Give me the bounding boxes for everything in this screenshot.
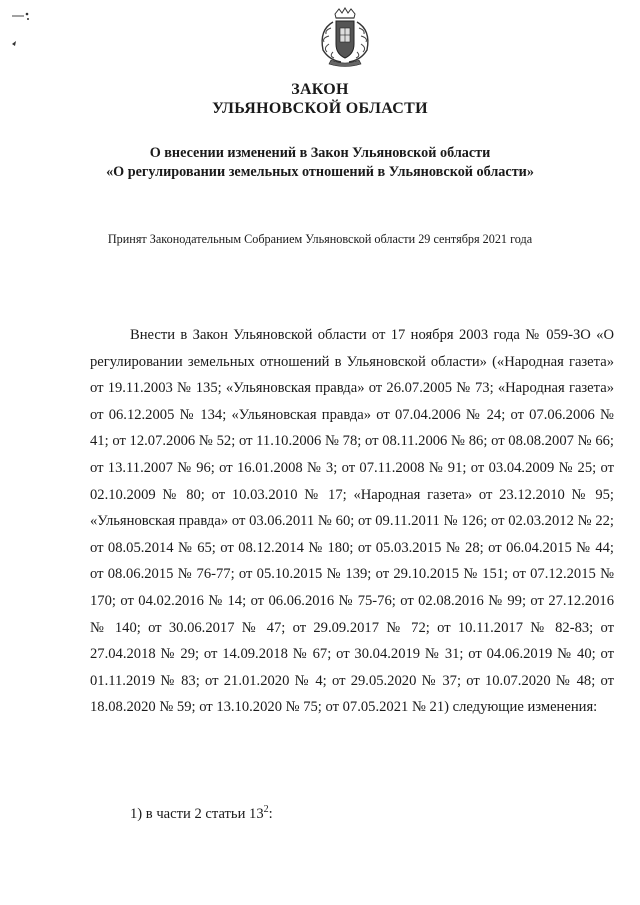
law-subject <box>0 144 640 182</box>
coat-of-arms-icon <box>309 6 381 68</box>
body-paragraph: Внести в Закон Ульяновской области от 17 ноября 2003 года № 059-ЗО «О регулировании земельных отношений в Ульяновской области» («Народная газета» от 19.11.2003 № 135; «Ульяновская правда» от 26.07.2005 № 73; «Народная газета» от 06.12.2005 № 134; «Ульяновская правда» от 07.04.2006 № 24; от 07.06.2006 № 41; от 12.07.2006 № 52; от 11.10.2006 № 78; от 08.11.2006 № 86; от 08.08.2007 № 66; от 13.11.2007 № 96; от 16.01.2008 № 3; от 07.11.2008 № 91; от 03.04.2009 № 25; от 02.10.2009 № 80; от 10.03.2010 № 17; «Народная газета» от 23.12.2010 № 95; «Ульяновская правда» от 03.06.2011 № 60; от 09.11.2011 № 126; от 02.03.2012 № 22; от 08.05.2014 № 65; от 08.12.2014 № 180; от 05.03.2015 № 28; от 06.04.2015 № 44; от 08.06.2015 № 76-77; от 05.10.2015 № 139; от 29.10.2015 № 151; от 07.12.2015 № 170; от 04.02.2016 № 14; от 06.06.2016 № 75-76; от 02.08.2016 № 99; от 27.12.2016 № 140; от 30.06.2017 № 47; от 29.09.2017 № 72; от 10.11.2017 № 82-83; от 27.04.2018 № 29; от 14.09.2018 № 67; от 30.04.2019 № 31; от 04.06.2019 № 40; от 01.11.2019 № 83; от 21.01.2020 № 4; от 29.05.2020 № 37; от 10.07.2020 № 48; от 18.08.2020 № 59; от 13.10.2020 № 75; от 07.05.2021 № 21) следующие изменения: <box>90 327 614 716</box>
law-title <box>0 80 640 118</box>
item-suffix: : <box>268 806 273 822</box>
law-title-line2: УЛЬЯНОВСКОЙ ОБЛАСТИ <box>212 100 428 117</box>
law-subject-line2: «О регулировании земельных отношений в Ульяновской области» <box>106 164 534 180</box>
list-item <box>130 801 273 827</box>
law-subject-line1: О внесении изменений в Закон Ульяновской области <box>149 145 491 161</box>
item-superscript: 2 <box>263 804 269 816</box>
law-title-line1: ЗАКОН <box>291 81 349 98</box>
item-text: 1) в части 2 статьи 13 <box>130 806 264 822</box>
margin-mark-icon <box>10 10 32 50</box>
adoption-note: Принят Законодательным Собранием Ульяновской области 29 сентября 2021 года <box>107 232 533 246</box>
